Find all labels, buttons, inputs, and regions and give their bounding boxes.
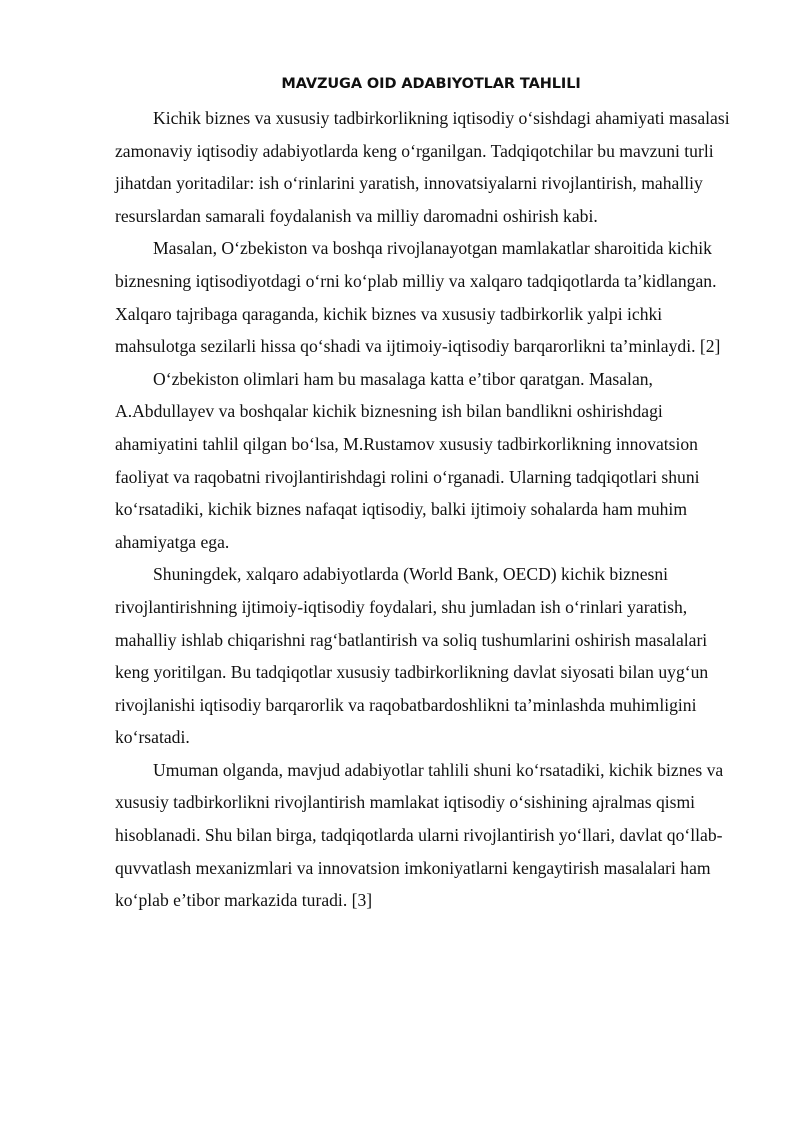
paragraph-1: Kichik biznes va xususiy tadbirkorlikning iqtisodiy o‘sishdagi ahamiyati masalasi zamonaviy iqtisodiy adabiyotlarda keng o‘rganilgan. Tadqiqotchilar bu mavzuni turli jihatdan yoritadilar: ish o‘rinlarini yaratish, innovatsiyalarni rivojlantirish, mahalliy resurslardan samarali foydalanish va milliy daromadni oshirish kabi. — [115, 108, 730, 226]
paragraph-4: Shuningdek, xalqaro adabiyotlarda (World Bank, OECD) kichik biznesni rivojlantirishning ijtimoiy-iqtisodiy foydalari, shu jumladan ish o‘rinlari yaratish, mahalliy ishlab chiqarishni rag‘batlantirish va soliq tushumlarini oshirish masalalari keng yoritilgan. Bu tadqiqotlar xususiy tadbirkorlikning davlat siyosati bilan uyg‘un rivojlanishi iqtisodiy barqarorlik va raqobatbardoshlikni ta’minlashda muhimligini ko‘rsatadi. — [115, 564, 709, 748]
paragraph-2: Masalan, O‘zbekiston va boshqa rivojlanayotgan mamlakatlar sharoitida kichik biznesning iqtisodiyotdagi o‘rni ko‘plab milliy va xalqaro tadqiqotlarda ta’kidlangan. Xalqaro tajribaga qaraganda, kichik biznes va xususiy tadbirkorlik yalpi ichki mahsulotga sezilarli hissa qo‘shadi va ijtimoiy-iqtisodiy barqarorlikni ta’minlaydi. [2] — [115, 238, 721, 357]
paragraph-5: Umuman olganda, mavjud adabiyotlar tahlili shuni ko‘rsatadiki, kichik biznes va xususiy tadbirkorlikni rivojlantirish mamlakat iqtisodiy o‘sishining ajralmas qismi hisoblanadi. Shu bilan birga, tadqiqotlarda ularni rivojlantirish yo‘llari, davlat qo‘llab-quvvatlash mexanizmlari va innovatsion imkoniyatlarni kengaytirish masalalari ham ko‘plab e’tibor markazida turadi. [3] — [115, 759, 724, 911]
document-page — [115, 76, 745, 917]
page-title: MAVZUGA OID ADABIYOTLAR TAHLILI — [281, 76, 581, 92]
paragraph-3: O‘zbekiston olimlari ham bu masalaga katta e’tibor qaratgan. Masalan, A.Abdullayev va boshqalar kichik biznesning ish bilan bandlikni oshirishdagi ahamiyatini tahlil qilgan bo‘lsa, M.Rustamov xususiy tadbirkorlikning innovatsion faoliyat va raqobatni rivojlantirishdagi rolini o‘rganadi. Ularning tadqiqotlari shuni ko‘rsatadiki, kichik biznes nafaqat iqtisodiy, balki ijtimoiy sohalarda ham muhim ahamiyatga ega. — [115, 368, 700, 552]
